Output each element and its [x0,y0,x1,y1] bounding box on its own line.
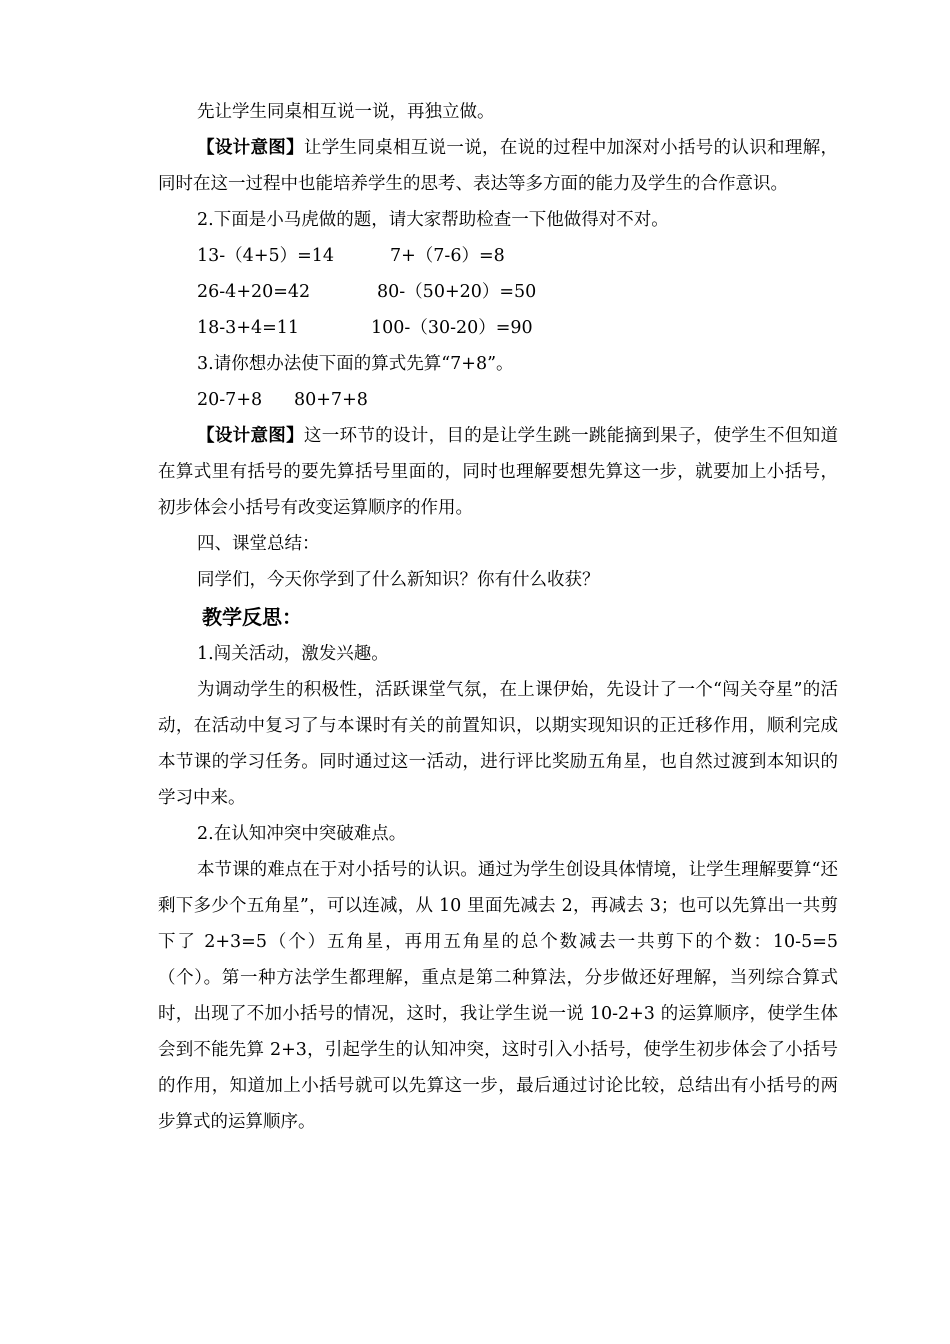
equation-right: 80+7+8 [294,390,368,410]
design-intent-label: 【设计意图】 [197,138,304,158]
equation-right: 7+（7-6）=8 [390,246,505,266]
equation-row-3 [158,310,838,346]
paragraph-instruction: 先让学生同桌相互说一说，再独立做。 [197,102,495,122]
reflection-2-title: 2.在认知冲突中突破难点。 [197,824,407,844]
section-heading-summary: 四、课堂总结： [197,534,320,554]
equation-left: 18-3+4=11 [197,318,300,338]
equation-row-q3 [158,382,838,418]
equation-left: 13-（4+5）=14 [197,246,335,266]
paragraph-design-intent-1 [158,130,838,202]
reflection-1-text: 为调动学生的积极性，活跃课堂气氛，在上课伊始，先设计了一个“闯关夺星”的活动，在活动中复习了与本课时有关的前置知识，以期实现知识的正迁移作用，顺利完成本节课的学习任务。同时通过这一活动，进行评比奖励五角星，也自然过渡到本知识的学习中来。 [158,680,838,808]
document-page [158,94,838,1140]
equation-right: 100-（30-20）=90 [371,318,533,338]
reflection-2-text: 本节课的难点在于对小括号的认识。通过为学生创设具体情境，让学生理解要算“还剩下多少个五角星”，可以连减，从 10 里面先减去 2，再减去 3；也可以先算出一共剪下了 2+3=5（个）五角星，再用五角星的总个数减去一共剪下的个数：10-5=5（个）。第一种方法学生都理解，重点是第二种算法，分步做还好理解，当列综合算式时，出现了不加小括号的情况，这时，我让学生说一说 10-2+3 的运算顺序，使学生体会到不能先算 2+3，引起学生的认知冲突，这时引入小括号，使学生初步体会了小括号的作用，知道加上小括号就可以先算这一步，最后通过讨论比较，总结出有小括号的两步算式的运算顺序。 [158,860,838,1132]
design-intent-label: 【设计意图】 [197,426,304,446]
equation-row-1 [158,238,838,274]
equation-row-2 [158,274,838,310]
equation-right: 80-（50+20）=50 [377,282,537,302]
design-intent-text: 这一环节的设计，目的是让学生跳一跳能摘到果子，使学生不但知道在算式里有括号的要先算括号里面的，同时也理解要想先算这一步，就要加上小括号，初步体会小括号有改变运算顺序的作用。 [158,426,839,518]
equation-left: 26-4+20=42 [197,282,311,302]
question-3: 3.请你想办法使下面的算式先算“7+8”。 [197,354,514,374]
question-2: 2.下面是小马虎做的题，请大家帮助检查一下他做得对不对。 [197,210,669,230]
reflection-heading: 教学反思： [202,605,302,629]
design-intent-text: 让学生同桌相互说一说，在说的过程中加深对小括号的认识和理解，同时在这一过程中也能培养学生的思考、表达等多方面的能力及学生的合作意识。 [158,138,839,194]
paragraph-summary: 同学们，今天你学到了什么新知识？你有什么收获？ [197,570,600,590]
equation-left: 20-7+8 [197,390,263,410]
reflection-1-title: 1.闯关活动，激发兴趣。 [197,644,389,664]
paragraph-design-intent-2 [158,418,838,526]
